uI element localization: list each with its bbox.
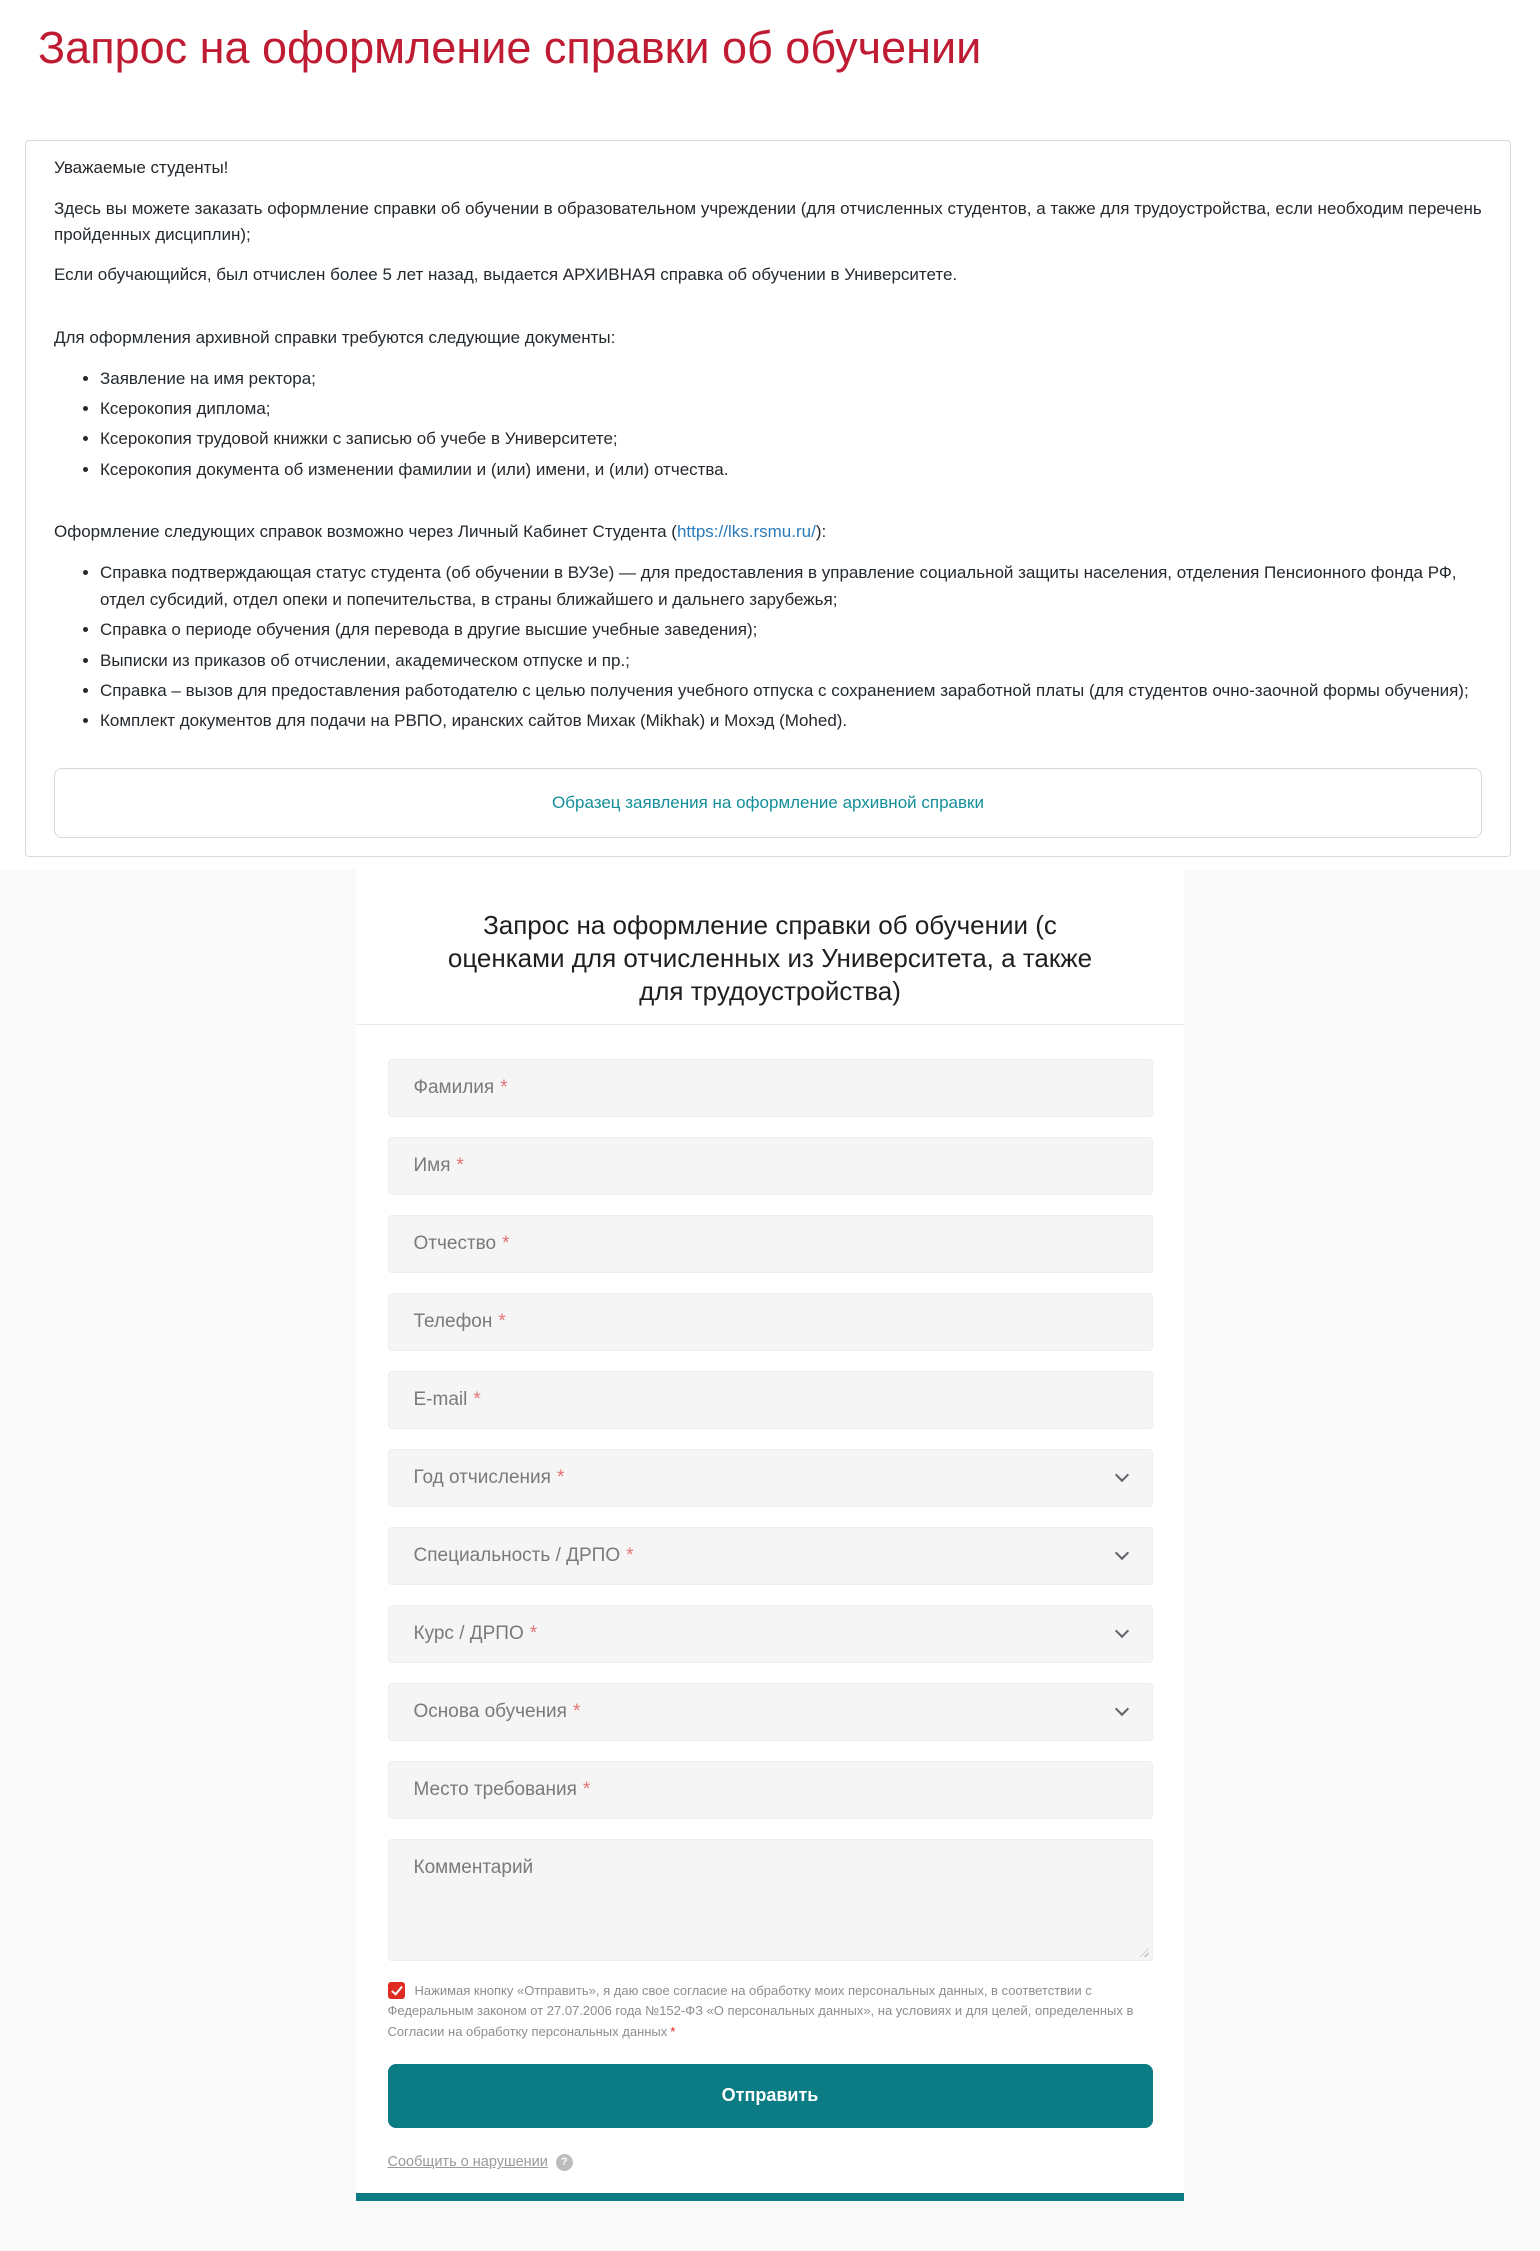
form-section	[0, 869, 1540, 2250]
consent-checkbox[interactable]	[388, 1982, 405, 1999]
divider	[356, 1024, 1184, 1025]
docs-heading: Для оформления архивной справки требуются следующие документы:	[54, 327, 616, 347]
list-item: • Справка о периоде обучения (для перевода в другие высшие учебные заведения);	[100, 616, 1482, 643]
chevron-down-icon	[1114, 1624, 1128, 1638]
sample-application-link[interactable]: Образец заявления на оформление архивной справки	[552, 793, 984, 813]
required-asterisk: *	[556, 1467, 565, 1489]
form-title: Запрос на оформление справки об обучении (с оценками для отчисленных из Университета, а также для трудоустройства)	[447, 910, 1093, 1007]
page-title: Запрос на оформление справки об обучении	[38, 22, 982, 73]
list-item: • Справка подтверждающая статус студента (об обучении в ВУЗе) — для предоставления в управление социальной защиты населения, отделения Пенсионного фонда РФ, отдел субсидий, отдел опеки и попечительства, в страны ближайшего и дальнего зарубежья;	[100, 559, 1482, 613]
field-phone[interactable]	[388, 1293, 1153, 1351]
lks-heading	[54, 519, 1482, 545]
field-expulsion-year[interactable]	[388, 1449, 1153, 1507]
list-item: • Ксерокопия диплома;	[100, 395, 1482, 422]
required-asterisk: *	[626, 1545, 634, 1567]
field-specialty-drpo[interactable]	[388, 1527, 1153, 1585]
chevron-down-icon	[1114, 1702, 1128, 1716]
required-asterisk: *	[498, 1311, 506, 1333]
field-label: Фамилия	[413, 1077, 495, 1099]
field-label: Год отчисления	[413, 1467, 551, 1489]
certs-list	[54, 559, 1482, 734]
chevron-down-icon	[1114, 1468, 1128, 1482]
docs-list	[54, 365, 1482, 483]
lks-heading-suffix: ):	[815, 521, 827, 541]
field-label: Курс / ДРПО	[413, 1623, 524, 1645]
required-asterisk: *	[502, 1233, 510, 1255]
required-asterisk: *	[500, 1077, 508, 1099]
greeting-text: Уважаемые студенты!	[54, 158, 229, 178]
field-label: E-mail	[413, 1389, 468, 1411]
list-item: • Выписки из приказов об отчислении, академическом отпуске и пр.;	[100, 647, 1482, 674]
report-abuse-link[interactable]: Сообщить о нарушении	[387, 2154, 548, 2171]
field-middle-name[interactable]	[388, 1215, 1153, 1273]
list-item: • Ксерокопия трудовой книжки с записью об учебе в Университете;	[100, 425, 1482, 452]
info-card	[25, 140, 1511, 857]
lks-heading-prefix: Оформление следующих справок возможно через Личный Кабинет Студента (	[54, 521, 677, 541]
required-asterisk: *	[456, 1155, 464, 1177]
lks-link[interactable]: https://lks.rsmu.ru/	[676, 521, 816, 541]
field-label: Имя	[413, 1155, 451, 1177]
list-item: • Ксерокопия документа об изменении фамилии и (или) имени, и (или) отчества.	[100, 456, 1482, 483]
required-asterisk: *	[670, 2023, 676, 2039]
request-form-panel	[356, 869, 1184, 2200]
form-fields	[388, 1059, 1153, 1961]
field-label: Телефон	[413, 1311, 493, 1333]
field-email[interactable]	[388, 1371, 1153, 1429]
list-item: • Комплект документов для подачи на РВПО, иранских сайтов Михак (Mikhak) и Мохэд (Mohed).	[100, 707, 1482, 734]
field-label: Комментарий	[413, 1857, 534, 1879]
field-first-name[interactable]	[388, 1137, 1153, 1195]
sample-application-box	[54, 768, 1482, 838]
report-row	[388, 2154, 1153, 2171]
submit-button[interactable]: Отправить	[388, 2064, 1153, 2128]
field-place-of-demand[interactable]	[388, 1761, 1153, 1819]
required-asterisk: *	[582, 1779, 591, 1801]
form-accent-bar	[356, 2193, 1184, 2201]
chevron-down-icon	[1114, 1546, 1128, 1560]
field-course-drpo[interactable]	[388, 1605, 1153, 1663]
field-study-basis[interactable]	[388, 1683, 1153, 1741]
consent-text: Нажимая кнопку «Отправить», я даю свое согласие на обработку моих персональных данных, в соответствии с Федеральным законом от 27.07.2006 года №152-ФЗ «О персональных данных», на условиях и для целей, определенных в Согласии на обработку персональных данных	[387, 1983, 1134, 2039]
field-comment[interactable]	[388, 1839, 1153, 1961]
consent-row	[388, 1981, 1153, 2041]
help-icon[interactable]: ?	[556, 2154, 573, 2171]
required-asterisk: *	[572, 1701, 581, 1723]
required-asterisk: *	[473, 1389, 481, 1411]
field-label: Специальность / ДРПО	[413, 1545, 621, 1567]
field-label: Отчество	[413, 1233, 497, 1255]
list-item: • Справка – вызов для предоставления работодателю с целью получения учебного отпуска с сохранением заработной платы (для студентов очно-заочной формы обучения);	[100, 677, 1482, 704]
required-asterisk: *	[529, 1623, 538, 1645]
field-label: Основа обучения	[413, 1701, 567, 1723]
intro-paragraph: Здесь вы можете заказать оформление справки об обучении в образовательном учреждении (для отчисленных студентов, а также для трудоустройства, если необходим перечень пройденных дисциплин);	[54, 198, 1482, 244]
field-label: Место требования	[413, 1779, 577, 1801]
list-item: • Заявление на имя ректора;	[100, 365, 1482, 392]
archive-note-paragraph: Если обучающийся, был отчислен более 5 лет назад, выдается АРХИВНАЯ справка об обучении в Университете.	[54, 265, 958, 285]
field-last-name[interactable]	[388, 1059, 1153, 1117]
